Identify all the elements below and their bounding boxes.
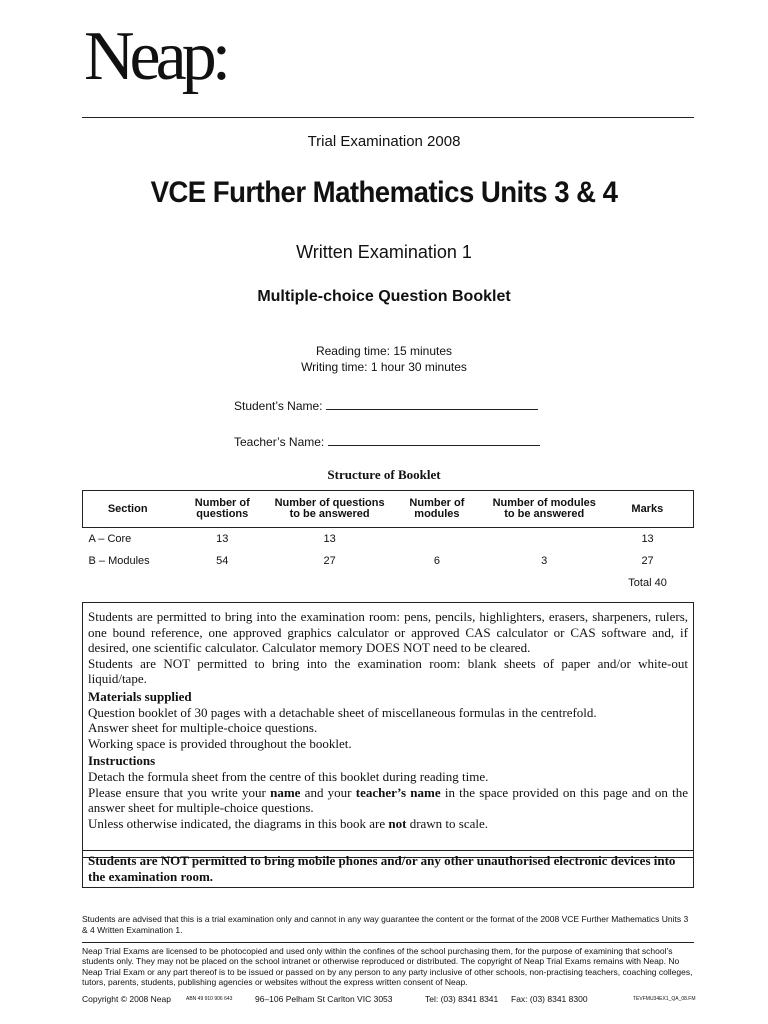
student-name-blank[interactable] bbox=[326, 398, 538, 410]
page-title: VCE Further Mathematics Units 3 & 4 bbox=[150, 176, 618, 209]
material-item: Question booklet of 30 pages with a detachable sheet of miscellaneous formulas in the centrefold. bbox=[88, 704, 597, 720]
structure-table bbox=[82, 490, 694, 594]
table-cell bbox=[387, 528, 487, 551]
footer-divider bbox=[82, 942, 694, 943]
material-item: Answer sheet for multiple-choice questions. bbox=[88, 720, 318, 736]
header-modules: Number of modules bbox=[387, 491, 487, 528]
permitted-text: Students are permitted to bring into the examination room: pens, pencils, highlighters, erasers, sharpeners, rulers, one bound reference, one approved graphics calculator or approved CAS calculator or CAS software and, if desired, one scientific calculator. Calculator memory DOES NOT need to be cleared. bbox=[88, 609, 688, 656]
table-cell: 3 bbox=[541, 555, 548, 567]
reading-time: Reading time: 15 minutes bbox=[315, 344, 453, 358]
ensure-text: Please ensure that you write your name and your teacher’s name in the space provided on this page and on the answer sheet for multiple-choice questions. bbox=[88, 784, 688, 816]
table-cell: 6 bbox=[433, 555, 440, 567]
exam-type: Trial Examination 2008 bbox=[307, 133, 461, 150]
detach-text: Detach the formula sheet from the centre of this booklet during reading time. bbox=[88, 768, 489, 784]
header-modules-answered: Number of modules to be answered bbox=[487, 491, 602, 528]
document-code: TEVFMU34EX1_QA_08.FM bbox=[633, 996, 696, 1002]
trial-disclaimer: Students are advised that this is a trial examination only and cannot in any way guarantee the content or the format of the 2008 VCE Further Mathematics Units 3 & 4 Written Examination 1. bbox=[82, 914, 689, 935]
table-cell: 13 bbox=[323, 533, 336, 545]
not-permitted-text: Students are NOT permitted to bring into the examination room: blank sheets of paper and/or white-out liquid/tape. bbox=[88, 655, 688, 687]
teacher-name-field[interactable] bbox=[234, 434, 540, 449]
licence-text: Neap Trial Exams are licensed to be photocopied and used only within the confines of the school purchasing them, for the purpose of examining that school’s students only. They may not be placed on the school intranet or otherwise reproduced or distributed. The copyright of Neap Trial Exams remains with Neap. No Neap Trial Exam or any part thereof is to be issued or passed on by any person to any party inclusive of other schools, non-practising teachers, coaching colleges, tutors, parents, students, publishing agencies or websites without the express written consent of Neap. bbox=[82, 946, 693, 987]
table-cell: B – Modules bbox=[88, 555, 150, 567]
table-cell: A – Core bbox=[88, 533, 132, 545]
total-marks: Total 40 bbox=[628, 577, 667, 589]
student-name-label: Student’s Name: bbox=[234, 399, 323, 413]
scale-text: Unless otherwise indicated, the diagrams in this book are not drawn to scale. bbox=[88, 815, 489, 831]
table-cell bbox=[487, 528, 602, 551]
table-cell: 54 bbox=[216, 555, 229, 567]
header-section: Section bbox=[83, 491, 173, 528]
table-row bbox=[83, 572, 694, 594]
header-divider bbox=[82, 117, 694, 118]
material-item: Working space is provided throughout the booklet. bbox=[88, 735, 352, 751]
copyright: Copyright © 2008 Neap bbox=[82, 994, 171, 1004]
instructions-heading: Instructions bbox=[88, 753, 156, 769]
header-questions-answered: Number of questions to be answered bbox=[272, 491, 387, 528]
header-questions: Number of questions bbox=[172, 491, 272, 528]
mobile-phone-warning: Students are NOT permitted to bring mobile phones and/or any other unauthorised electronic devices into the examination room. bbox=[82, 850, 694, 888]
neap-logo: Neap: bbox=[84, 18, 227, 95]
fax: Fax: (03) 8341 8300 bbox=[511, 994, 588, 1004]
abn: ABN 49 910 906 643 bbox=[186, 996, 233, 1002]
address: 96–106 Pelham St Carlton VIC 3053 bbox=[255, 994, 393, 1004]
table-cell: 27 bbox=[641, 555, 654, 567]
table-cell: 13 bbox=[641, 533, 654, 545]
table-row bbox=[83, 550, 694, 572]
table-header-row bbox=[83, 491, 694, 528]
teacher-name-label: Teacher’s Name: bbox=[234, 435, 325, 449]
table-cell: 13 bbox=[216, 533, 229, 545]
booklet-title: Multiple-choice Question Booklet bbox=[257, 288, 511, 305]
writing-time: Writing time: 1 hour 30 minutes bbox=[301, 360, 467, 374]
instructions-box bbox=[82, 602, 694, 858]
structure-caption: Structure of Booklet bbox=[327, 467, 441, 482]
student-name-field[interactable] bbox=[234, 398, 538, 413]
exam-subtitle: Written Examination 1 bbox=[296, 242, 472, 262]
telephone: Tel: (03) 8341 8341 bbox=[425, 994, 499, 1004]
table-cell: 27 bbox=[323, 555, 336, 567]
table-row bbox=[83, 528, 694, 551]
teacher-name-blank[interactable] bbox=[328, 434, 540, 446]
materials-heading: Materials supplied bbox=[88, 688, 192, 704]
header-marks: Marks bbox=[602, 491, 694, 528]
